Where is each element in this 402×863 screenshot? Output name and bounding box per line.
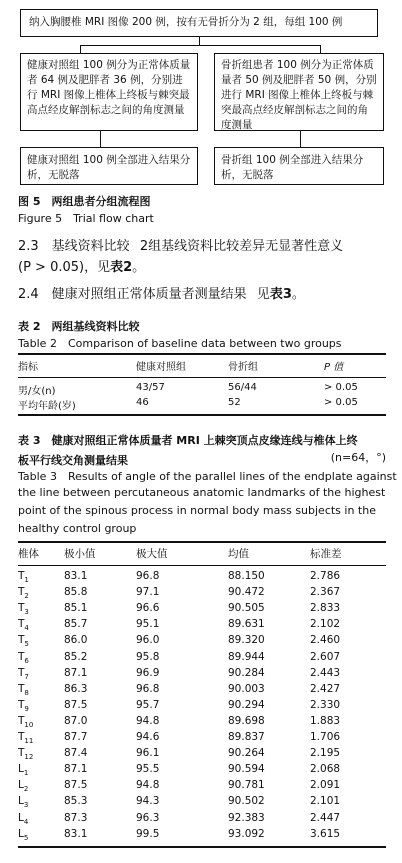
table2-cell: 52 (228, 397, 241, 408)
table-row (18, 586, 386, 602)
table3-caption-en-4: healthy control group (18, 522, 137, 535)
table-row (18, 699, 386, 715)
table3-caption-en-1: Table 3 Results of angle of the parallel lines of the endplate against (18, 470, 397, 483)
table3-header-mean: 均值 (228, 548, 249, 560)
connector-right-mid-down (300, 131, 301, 147)
vertebra-base: T (18, 570, 25, 582)
table2-top-rule (18, 353, 386, 355)
table-row (18, 634, 386, 650)
table3-cell-mean: 90.502 (228, 795, 265, 808)
figure5-caption-cn: 图 5 两组患者分组流程图 (18, 195, 151, 208)
table2-header-fracture: 骨折组 (228, 362, 258, 373)
table3-cell-mean: 93.092 (228, 827, 265, 840)
table3-cell-sd: 2.101 (310, 795, 341, 808)
vertebra-base: L (18, 779, 24, 792)
vertebra-label (18, 602, 29, 616)
table2-header-indicator: 指标 (18, 362, 38, 373)
vertebra-base: L (18, 763, 24, 776)
section-2-4-ref: 表3 (269, 287, 292, 302)
figure5-caption-en: Figure 5 Trial flow chart (18, 212, 154, 225)
table2-cell: 男/女(n) (18, 386, 56, 397)
vertebra-base: T (18, 682, 25, 695)
table3-cell-min: 86.0 (64, 634, 88, 647)
vertebra-index: 12 (24, 753, 34, 762)
table3-caption-cn-1: 表 3 健康对照组正常体质量者 MRI 上棘突顶点皮缘连线与椎体上终 (18, 434, 358, 447)
vertebra-label (18, 634, 29, 648)
section-2-3-text-b: (P > 0.05)，见 (18, 260, 111, 275)
flowchart-right-mid-text: 骨折组患者 100 例分为正常体质量者 50 例及肥胖者 50 例，分别进行 MRI 图像上椎体上终板与棘突最高点经皮解剖标志之间的角度测量 (221, 59, 377, 131)
table3-cell-max: 97.1 (136, 586, 160, 599)
table-row (18, 715, 386, 731)
table3-cell-max: 95.5 (136, 763, 160, 776)
table3-cell-max: 99.5 (136, 827, 160, 840)
table-row (18, 795, 386, 811)
vertebra-label (18, 828, 28, 842)
vertebra-label (18, 731, 33, 745)
vertebra-label (18, 715, 33, 729)
vertebra-label (18, 699, 29, 713)
vertebra-base: T (18, 731, 25, 743)
table3-cell-max: 95.8 (136, 650, 160, 663)
vertebra-base: T (18, 650, 25, 663)
table3-header-row (18, 546, 386, 562)
table3-cell-mean: 89.944 (228, 650, 265, 663)
table3-caption-note: (n=64，°) (330, 451, 386, 464)
table3-header-min: 极小值 (64, 548, 96, 560)
vertebra-base: T (18, 747, 25, 760)
table3-cell-max: 94.3 (136, 795, 160, 808)
flowchart-left-mid-box (20, 53, 198, 131)
table2-header-control: 健康对照组 (136, 362, 186, 373)
vertebra-base: T (18, 586, 25, 599)
vertebra-index: 1 (23, 769, 29, 778)
table2-caption-cn: 表 2 两组基线资料比较 (18, 320, 140, 333)
table3-caption-en-2: the line between percutaneous anatomic landmarks of the highest (18, 486, 386, 499)
table2-cell: 平均年龄(岁) (18, 401, 76, 412)
table-row (18, 828, 386, 844)
table3-cell-sd: 1.706 (310, 731, 341, 743)
table3-cell-sd: 2.427 (310, 682, 341, 695)
table3-cell-mean: 89.698 (228, 714, 265, 727)
table3-cell-min: 85.8 (64, 586, 88, 599)
table-row (18, 731, 386, 747)
vertebra-label (18, 747, 33, 761)
table3-cell-mean: 90.294 (228, 698, 265, 711)
vertebra-base: T (18, 602, 25, 615)
flowchart-left-mid-text: 健康对照组 100 例分为正常体质量者 64 例及肥胖者 36 例，分别进行 MRI 图像上椎体上终板与棘突最高点经皮解剖标志之间的角度测量 (27, 59, 191, 116)
vertebra-label (18, 683, 29, 697)
section-2-3-line1 (18, 235, 343, 254)
table3-cell-max: 96.1 (136, 747, 160, 760)
table3-cell-min: 87.1 (64, 763, 88, 776)
table3-cell-mean: 90.264 (228, 747, 265, 760)
vertebra-label (18, 651, 29, 665)
vertebra-index: 4 (23, 817, 29, 826)
table3-caption-cn-line2 (18, 449, 386, 468)
table-row (18, 667, 386, 683)
flowchart-top-text: 纳入胸腰椎 MRI 图像 200 例，按有无骨折分为 2 组，每组 100 例 (29, 16, 343, 28)
section-2-4-end: 。 (291, 287, 305, 302)
table2-header-rule (18, 377, 386, 378)
table3-cell-mean: 90.003 (228, 682, 265, 695)
vertebra-index: 9 (24, 704, 29, 713)
vertebra-index: 5 (24, 640, 29, 649)
table2 (18, 358, 386, 374)
table2-cell: > 0.05 (324, 397, 358, 408)
table3-cell-min: 87.1 (64, 666, 88, 679)
section-2-3-heading: 2.3 基线资料比较 (18, 239, 130, 254)
connector-right-down (320, 45, 321, 53)
table3-cell-sd: 2.443 (310, 666, 341, 679)
table3-cell-min: 85.2 (64, 650, 88, 663)
vertebra-label (18, 763, 28, 777)
connector-top-vertical (199, 37, 200, 45)
table3-cell-min: 87.7 (64, 731, 88, 743)
table3-cell-min: 87.0 (64, 714, 88, 727)
table-row (18, 763, 386, 779)
table3-cell-min: 83.1 (64, 827, 88, 840)
section-2-4-heading: 2.4 健康对照组正常体质量者测量结果 (18, 287, 247, 302)
table3-header-sd: 标准差 (310, 548, 342, 560)
table2-cell: > 0.05 (324, 382, 358, 393)
table2-cell: 43/57 (136, 382, 165, 393)
table-row (18, 397, 386, 412)
table-row (18, 570, 386, 586)
connector-left-mid-down (100, 131, 101, 147)
connector-top-horizontal (80, 45, 320, 46)
flowchart-top-box (20, 9, 378, 37)
table2-bottom-rule (18, 414, 386, 416)
table3-cell-sd: 2.447 (310, 811, 341, 824)
section-2-3-line2 (18, 256, 145, 275)
vertebra-index: 11 (24, 737, 34, 746)
table3-cell-sd: 2.833 (310, 602, 341, 615)
table3-cell-min: 87.4 (64, 747, 88, 760)
table3-cell-mean: 89.837 (228, 731, 265, 743)
table3-cell-min: 86.3 (64, 682, 88, 695)
table3-cell-sd: 2.460 (310, 634, 341, 647)
table3-top-rule (18, 541, 386, 543)
table3-cell-sd: 2.102 (310, 618, 341, 631)
vertebra-index: 8 (24, 688, 29, 697)
table3-cell-min: 87.5 (64, 779, 88, 792)
vertebra-base: T (18, 666, 25, 679)
table3-cell-min: 85.3 (64, 795, 88, 808)
table3-cell-mean: 92.383 (228, 811, 265, 824)
vertebra-index: 6 (24, 656, 29, 665)
table3-header-rule (18, 565, 386, 566)
table3-cell-max: 95.1 (136, 618, 160, 631)
table3-cell-sd: 1.883 (310, 714, 341, 727)
table3-cell-sd: 2.330 (310, 698, 341, 711)
table-row (18, 651, 386, 667)
table3-cell-mean: 89.631 (228, 618, 265, 631)
table-row (18, 602, 386, 618)
table3-cell-max: 94.8 (136, 779, 160, 792)
vertebra-label (18, 618, 29, 632)
table3-cell-max: 95.7 (136, 698, 160, 711)
table3-cell-mean: 90.284 (228, 666, 265, 679)
flowchart-right-bottom-box (214, 147, 384, 185)
section-2-3-end: 。 (132, 260, 146, 275)
vertebra-index: 4 (24, 624, 29, 633)
table3-cell-max: 96.0 (136, 634, 160, 647)
table3-cell-max: 96.8 (136, 682, 160, 695)
table3-cell-mean: 90.781 (228, 779, 265, 792)
table2-cell: 56/44 (228, 382, 257, 393)
vertebra-base: T (18, 698, 25, 711)
table2-header-p: P 值 (324, 362, 344, 373)
table-row (18, 382, 386, 397)
vertebra-base: L (18, 811, 24, 824)
table-row (18, 812, 386, 828)
vertebra-index: 2 (24, 592, 29, 601)
table3-cell-min: 85.7 (64, 618, 88, 631)
table3-cell-max: 94.8 (136, 714, 160, 727)
table-row (18, 683, 386, 699)
vertebra-label (18, 779, 28, 793)
table3-cell-sd: 2.195 (310, 747, 341, 760)
table3-header-max: 极大值 (136, 548, 168, 560)
vertebra-index: 7 (24, 672, 29, 681)
table3-cell-min: 87.5 (64, 698, 88, 711)
vertebra-base: L (18, 795, 24, 808)
flowchart-right-bottom-text: 骨折组 100 例全部进入结果分析，无脱落 (221, 154, 364, 181)
table3-cell-max: 96.8 (136, 570, 160, 582)
section-2-3-ref: 表2 (110, 260, 133, 275)
section-2-4-text: 见 (256, 287, 270, 302)
table3-header-vertebra: 椎体 (18, 548, 39, 560)
table2-caption-en: Table 2 Comparison of baseline data between two groups (18, 337, 342, 350)
vertebra-label (18, 570, 29, 584)
table2-header-row (18, 358, 386, 374)
table3-cell-sd: 2.068 (310, 763, 341, 776)
vertebra-index: 2 (23, 785, 29, 794)
table3-cell-sd: 3.615 (310, 827, 341, 840)
table3-cell-max: 96.9 (136, 666, 160, 679)
vertebra-index: 3 (23, 801, 29, 810)
table3-cell-min: 85.1 (64, 602, 88, 615)
table3-cell-mean: 89.320 (228, 634, 265, 647)
table3-cell-sd: 2.367 (310, 586, 341, 599)
table3-cell-max: 94.6 (136, 731, 160, 743)
table3-bottom-rule (18, 846, 386, 848)
vertebra-index: 1 (24, 576, 29, 585)
vertebra-label (18, 586, 29, 600)
table3-cell-sd: 2.607 (310, 650, 341, 663)
table-row (18, 618, 386, 634)
vertebra-index: 5 (23, 833, 29, 842)
table3-cell-max: 96.6 (136, 602, 160, 615)
table3-cell-min: 83.1 (64, 570, 88, 582)
vertebra-base: L (18, 827, 24, 840)
table3-cell-mean: 90.505 (228, 602, 265, 615)
table3-cell-mean: 90.472 (228, 586, 265, 599)
vertebra-label (18, 812, 28, 826)
vertebra-base: T (18, 714, 25, 727)
vertebra-base: T (18, 618, 25, 631)
table-row (18, 779, 386, 795)
section-2-3-text-a: 2组基线资料比较差异无显著性意义 (139, 239, 344, 254)
table3-cell-min: 87.3 (64, 811, 88, 824)
vertebra-index: 10 (24, 720, 34, 729)
table3-cell-mean: 90.594 (228, 763, 265, 776)
section-2-4-line (18, 283, 305, 302)
table3-cell-sd: 2.091 (310, 779, 341, 792)
flowchart-left-bottom-box (20, 147, 198, 185)
vertebra-base: T (18, 634, 25, 647)
table3-cell-mean: 88.150 (228, 570, 265, 582)
table3-caption-cn-2: 板平行线交角测量结果 (18, 454, 128, 467)
vertebra-label (18, 795, 28, 809)
flowchart-left-bottom-text: 健康对照组 100 例全部进入结果分析，无脱落 (27, 154, 191, 181)
vertebra-index: 3 (24, 608, 29, 617)
connector-left-down (80, 45, 81, 53)
vertebra-label (18, 667, 29, 681)
flowchart-right-mid-box (214, 53, 384, 131)
table3-cell-max: 96.3 (136, 811, 160, 824)
table3-cell-sd: 2.786 (310, 570, 341, 582)
table2-body (18, 382, 386, 412)
table2-cell: 46 (136, 397, 149, 408)
table-row (18, 747, 386, 763)
table3-caption-en-3: point of the spinous process in normal body mass subjects in the (18, 504, 376, 517)
